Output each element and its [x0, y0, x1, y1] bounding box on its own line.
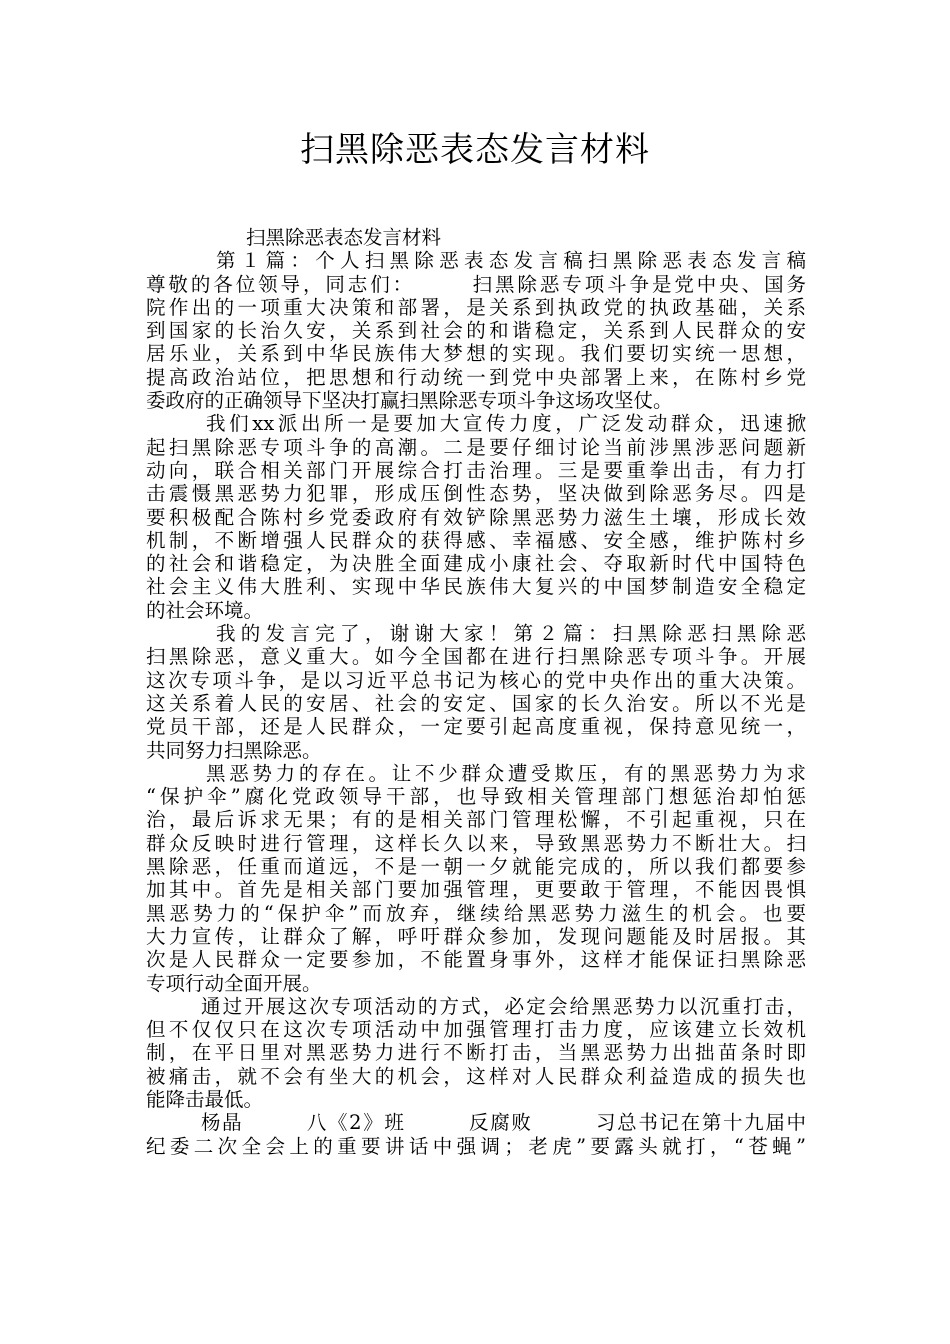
text-line: 第１篇：个人扫黑除恶表态发言稿扫黑除恶表态发言稿: [216, 249, 806, 273]
text-line: 尊敬的各位领导，同志们： 扫黑除恶专项斗争是党中央、国务: [146, 272, 806, 296]
text-line: 要积极配合陈村乡党委政府有效铲除黑恶势力滋生土壤，形成长效: [146, 505, 806, 529]
text-line: 起扫黑除恶专项斗争的高潮。二是要仔细讨论当前涉黑涉恶问题新: [146, 435, 806, 459]
text-line: 制，在平日里对黑恶势力进行不断打击，当黑恶势力出拙苗条时即: [146, 1041, 806, 1065]
text-line: 专项行动全面开展。: [146, 971, 322, 995]
text-line: 到国家的长治久安，关系到社会的和谐稳定，关系到人民群众的安: [146, 319, 806, 343]
document-title: 扫黑除恶表态发言材料: [300, 130, 650, 170]
text-line: “保护伞”腐化党政领导干部，也导致相关管理部门想惩治却怕惩: [146, 785, 806, 809]
text-line: 通过开展这次专项活动的方式，必定会给黑恶势力以沉重打击，: [201, 994, 806, 1018]
text-line: 能降击最低。: [146, 1087, 264, 1111]
text-line: 大力宣传，让群众了解，呼吁群众参加，发现问题能及时居报。其: [146, 924, 806, 948]
text-line: 黑恶势力的存在。让不少群众遭受欺压，有的黑恶势力为求: [206, 761, 806, 785]
subtitle-line: 扫黑除恶表态发言材料: [246, 226, 442, 249]
text-line: 加其中。首先是相关部门要加强管理，更要敢于管理，不能因畏惧: [146, 878, 806, 902]
text-line: 社会主义伟大胜利、实现中华民族伟大复兴的中国梦制造安全稳定: [146, 575, 806, 599]
text-line: 我们xx派出所一是要加大宣传力度，广泛发动群众，迅速掀: [206, 412, 806, 436]
text-line: 共同努力扫黑除恶。: [146, 738, 322, 762]
text-line: 但不仅仅只在这次专项活动中加强管理打击力度，应该建立长效机: [146, 1018, 806, 1042]
text-line: 委政府的正确领导下坚决打赢扫黑除恶专项斗争这场攻坚仗。: [146, 389, 673, 413]
text-line: 动向，联合相关部门开展综合打击治理。三是要重拳出击，有力打: [146, 458, 806, 482]
text-line: 杨晶 八《2》班 反腐败 习总书记在第十九届中: [201, 1111, 806, 1135]
text-line: 的社会和谐稳定，为决胜全面建成小康社会、夺取新时代中国特色: [146, 552, 806, 576]
text-line: 居乐业，关系到中华民族伟大梦想的实现。我们要切实统一思想，: [146, 342, 806, 366]
text-line: 这次专项斗争，是以习近平总书记为核心的党中央作出的重大决策。: [146, 668, 806, 692]
text-line: 机制，不断增强人民群众的获得感、幸福感、安全感，维护陈村乡: [146, 528, 806, 552]
text-line: 黑恶势力的“保护伞”而放弃，继续给黑恶势力滋生的机会。也要: [146, 901, 806, 925]
text-line: 击震慑黑恶势力犯罪，形成压倒性态势，坚决做到除恶务尽。四是: [146, 482, 806, 506]
text-line: 黑除恶，任重而道远，不是一朝一夕就能完成的，所以我们都要参: [146, 855, 806, 879]
text-line: 纪委二次全会上的重要讲话中强调；老虎”要露头就打，“苍蝇”: [146, 1134, 806, 1158]
text-line: 治，最后诉求无果；有的是相关部门管理松懈，不引起重视，只在: [146, 808, 806, 832]
text-line: 院作出的一项重大决策和部署，是关系到执政党的执政基础，关系: [146, 295, 806, 319]
text-line: 提高政治站位，把思想和行动统一到党中央部署上来，在陈村乡党: [146, 365, 806, 389]
text-line: 这关系着人民的安居、社会的安定、国家的长久治安。所以不光是: [146, 691, 806, 715]
document-body: [146, 226, 806, 1158]
text-line: 党员干部，还是人民群众，一定要引起高度重视，保持意见统一，: [146, 715, 806, 739]
text-line: 扫黑除恶，意义重大。如今全国都在进行扫黑除恶专项斗争。开展: [146, 645, 806, 669]
text-line: 我的发言完了，谢谢大家！第２篇：扫黑除恶扫黑除恶: [216, 622, 806, 646]
text-line: 群众反映时进行管理，这样长久以来，导致黑恶势力不断壮大。扫: [146, 831, 806, 855]
text-line: 的社会环境。: [146, 598, 264, 622]
text-line: 被痛击，就不会有坐大的机会，这样对人民群众利益造成的损失也: [146, 1064, 806, 1088]
text-line: 次是人民群众一定要参加，不能置身事外，这样才能保证扫黑除恶: [146, 948, 806, 972]
